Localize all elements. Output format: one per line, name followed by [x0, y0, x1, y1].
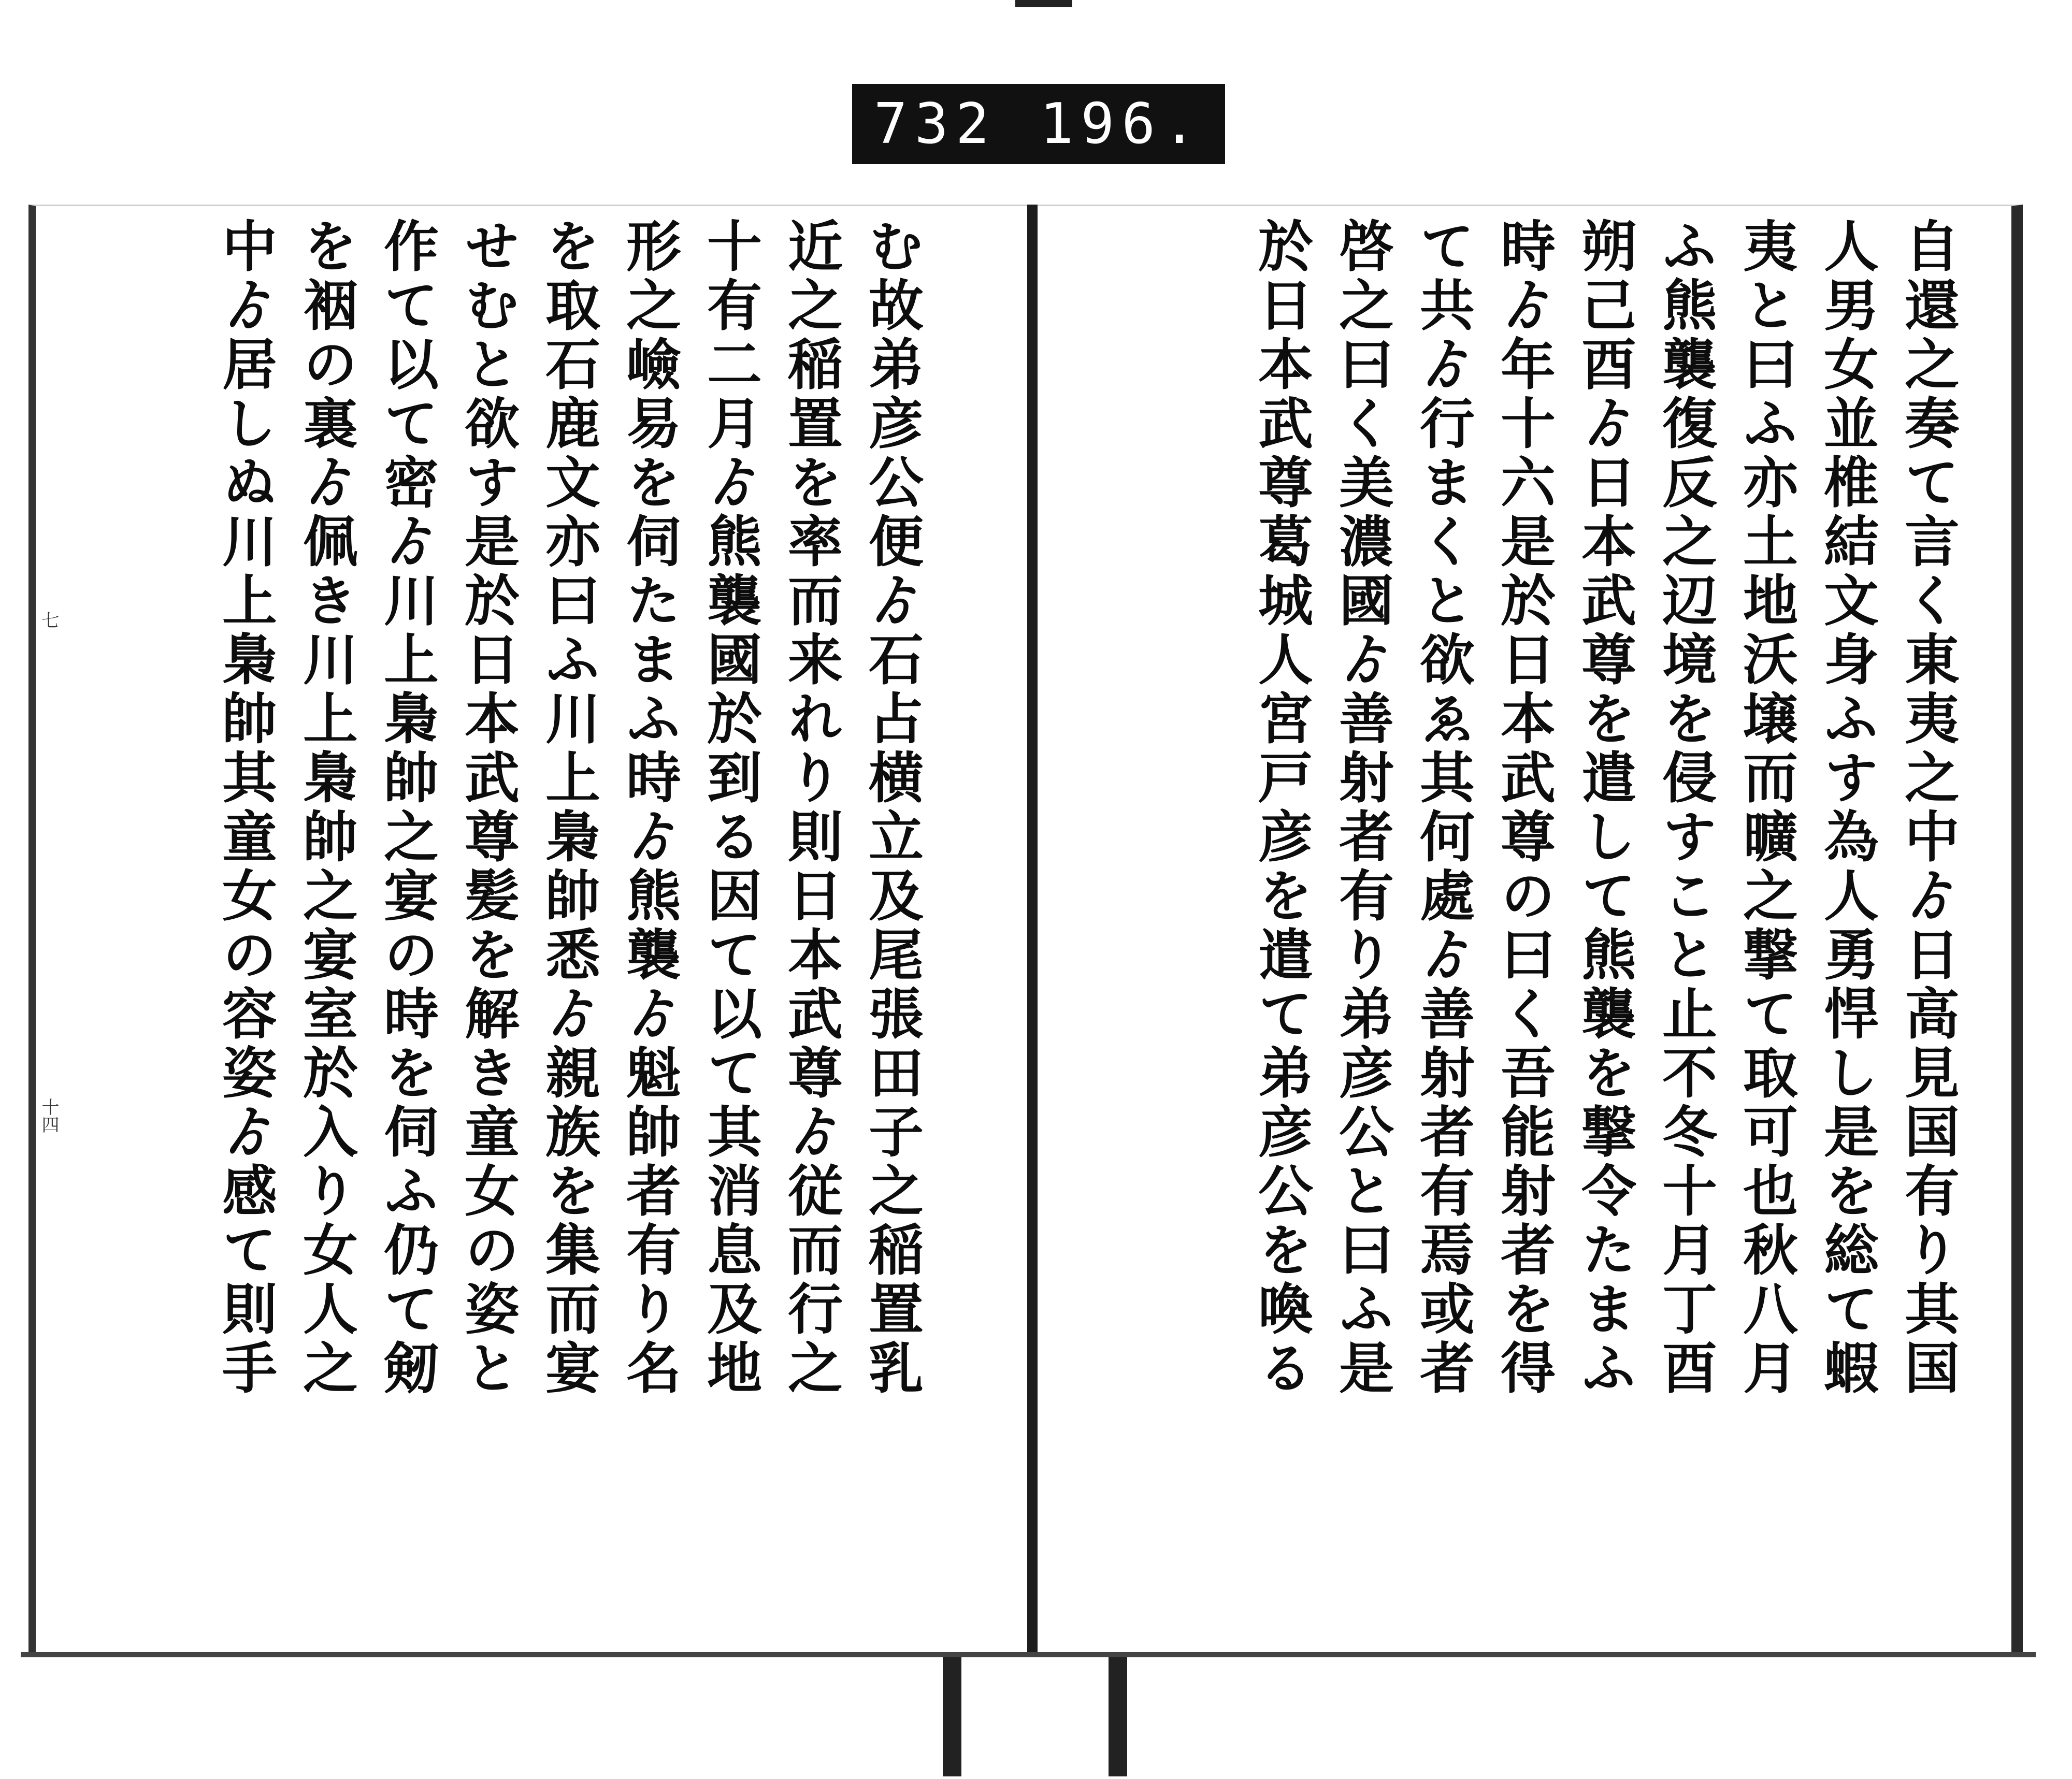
- text-column: 人男女並椎結文身ふす為人勇悍し是を総て蝦: [1815, 218, 1880, 1398]
- text-column: 夷と曰ふ亦土地沃壌而曠之撃て取可也秋八月: [1734, 218, 1799, 1398]
- text-column: を取石鹿文亦曰ふ川上梟帥悉ゟ親族を集而宴: [537, 218, 601, 1398]
- text-column: 近之稲置を率而来れり則日本武尊ゟ従而行之: [779, 218, 844, 1398]
- text-column: 中ゟ居しぬ川上梟帥其童女の容姿ゟ感て則手: [213, 218, 278, 1398]
- label-left-number: 732: [873, 92, 997, 156]
- text-column: む故弟彦公便ゟ石占横立及尾張田子之稲置乳: [860, 218, 925, 1398]
- binder-strip: [1015, 0, 1072, 7]
- archive-label-plate: [852, 84, 1225, 164]
- text-column: ふ熊襲復反之辺境を侵すこと止不冬十月丁酉: [1653, 218, 1718, 1398]
- margin-mark-lower: 十四: [38, 1098, 59, 1133]
- text-column: 形之嶮易を伺たまふ時ゟ熊襲ゟ魁帥者有り名: [617, 218, 682, 1398]
- book-gutter: [1027, 205, 1038, 1655]
- spine-stub-right: [1109, 1657, 1127, 1776]
- label-right-number: 196.: [1040, 92, 1204, 156]
- text-column: 啓之曰く美濃國ゟ善射者有り弟彦公と曰ふ是: [1330, 218, 1395, 1398]
- text-column: 作て以て密ゟ川上梟帥之宴の時を伺ふ仍て剱: [375, 218, 440, 1398]
- text-column: 於日本武尊葛城人宮戸彦を遣て弟彦公を喚る: [1249, 218, 1314, 1398]
- text-column: 自還之奏て言く東夷之中ゟ日高見国有り其国: [1896, 218, 1961, 1398]
- margin-mark-upper: 七: [38, 611, 59, 629]
- left-page-text: [93, 218, 932, 1476]
- text-column: 十有二月ゟ熊襲國於到る因て以て其消息及地: [698, 218, 763, 1398]
- right-page-text: [1155, 218, 1968, 1476]
- text-column: て共ゟ行まくと欲ゑ其何處ゟ善射者有焉或者: [1411, 218, 1476, 1398]
- text-column: を裀の裏ゟ佩き川上梟帥之宴室於入り女人之: [294, 218, 359, 1398]
- text-column: 朔己酉ゟ日本武尊を遣して熊襲を撃令たまふ: [1573, 218, 1637, 1398]
- spine-stub-left: [943, 1657, 961, 1776]
- text-column: 時ゟ年十六是於日本武尊の曰く吾能射者を得: [1492, 218, 1557, 1398]
- book-bottom-edge: [21, 1652, 2036, 1657]
- text-column: せむと欲す是於日本武尊髪を解き童女の姿と: [456, 218, 521, 1398]
